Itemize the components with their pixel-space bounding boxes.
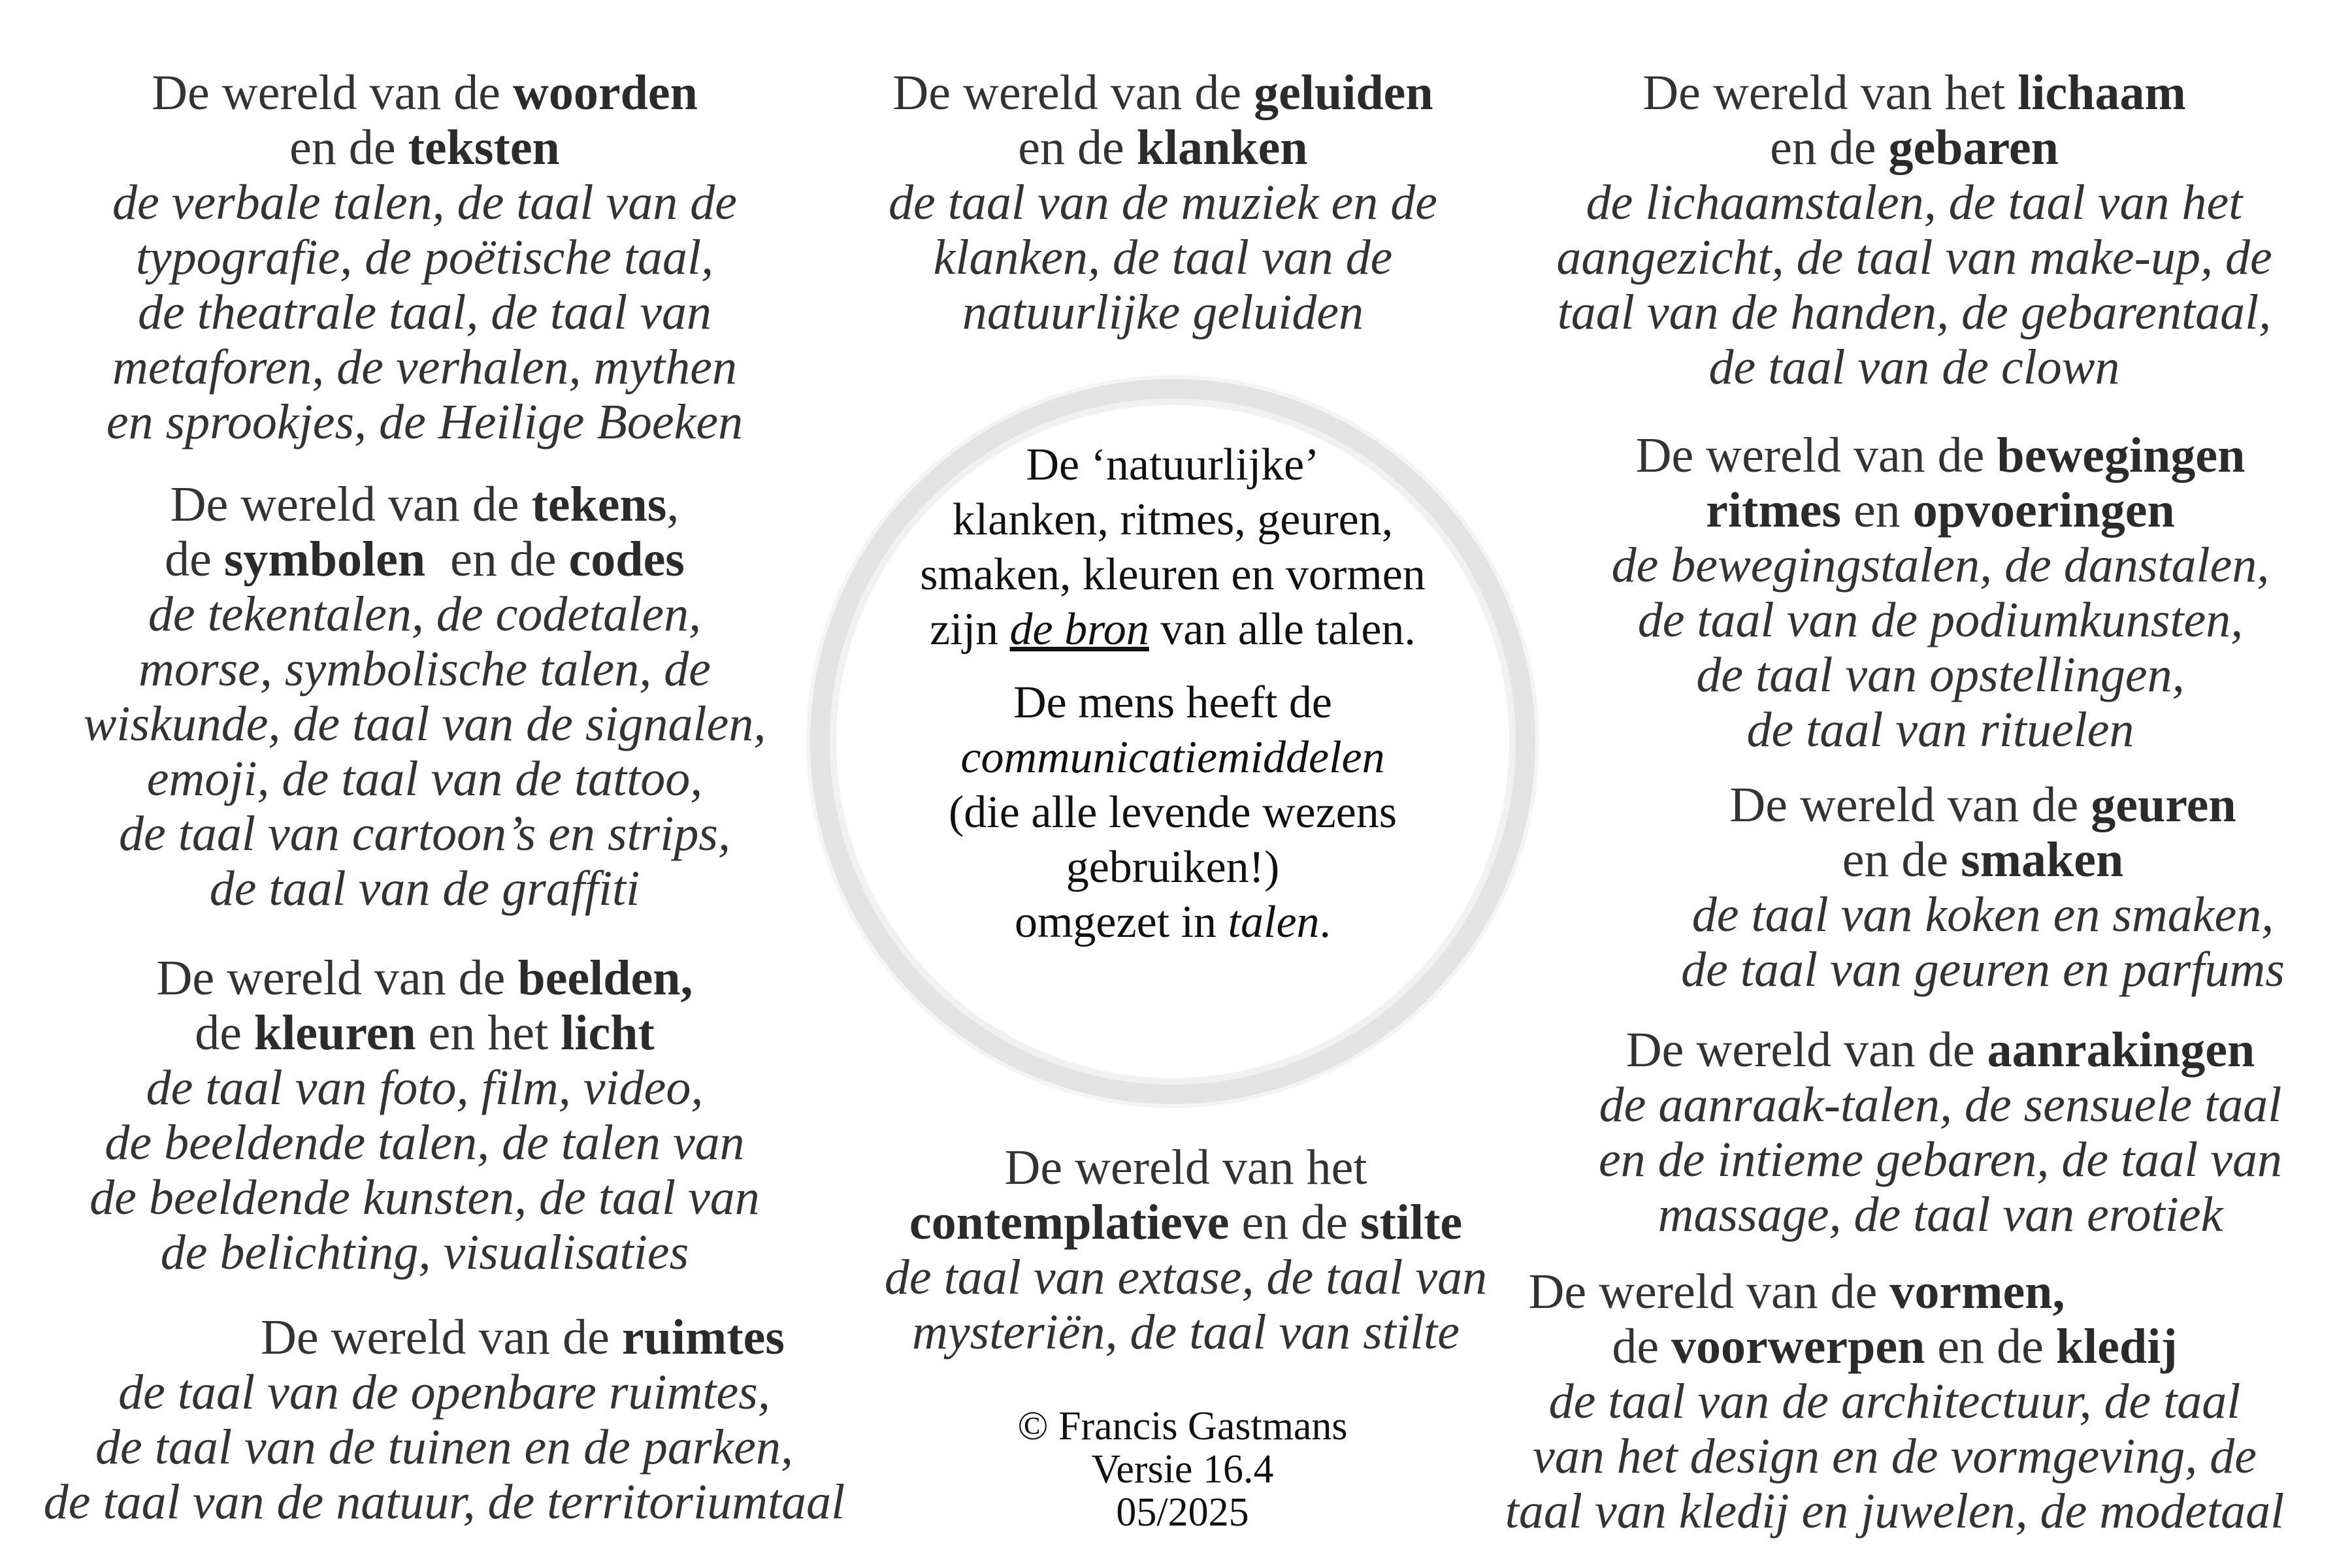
section-vormen — [1457, 1264, 2332, 1539]
section-subheading: de symbolen en de codes — [165, 532, 685, 587]
section-heading: De wereld van het — [1004, 1140, 1367, 1195]
section-line: de taal van de natuur, de territoriumtaal — [43, 1475, 845, 1529]
center-emphasis: de bron — [1009, 604, 1149, 655]
section-line: massage, de taal van erotiek — [1658, 1187, 2223, 1242]
section-line: de lichaamstalen, de taal van het — [1586, 175, 2243, 230]
center-line: smaken, kleuren en vormen — [920, 549, 1426, 600]
section-heading: De wereld van de ruimtes — [261, 1310, 785, 1365]
section-subheading: contemplatieve en de stilte — [909, 1195, 1463, 1250]
section-line: taal van de handen, de gebarentaal, — [1557, 285, 2272, 340]
section-heading: De wereld van de vormen, — [1528, 1264, 2065, 1319]
center-line: De ‘natuurlijke’ — [1026, 440, 1320, 490]
section-subheading: en de teksten — [289, 120, 560, 175]
section-aanrakingen — [1529, 1022, 2352, 1242]
section-line: de taal van de muziek en de — [889, 175, 1437, 230]
section-heading: De wereld van de aanrakingen — [1625, 1022, 2255, 1077]
section-line: wiskunde, de taal van de signalen, — [83, 696, 766, 751]
section-line: de taal van de podiumkunsten, — [1637, 593, 2244, 647]
section-line: metaforen, de verhalen, mythen — [112, 340, 738, 395]
section-heading: De wereld van het lichaam — [1642, 65, 2186, 120]
section-ruimtes — [39, 1310, 849, 1529]
center-line: zijn de bron van alle talen. — [930, 604, 1416, 655]
section-line: en sprookjes, de Heilige Boeken — [106, 395, 743, 449]
section-line: taal van kledij en juwelen, de modetaal — [1505, 1484, 2285, 1539]
center-line: De mens heeft de — [1013, 678, 1332, 728]
section-woorden — [39, 65, 810, 449]
section-line: de taal van de tuinen en de parken, — [95, 1420, 793, 1475]
section-line: de taal van rituelen — [1746, 702, 2134, 757]
section-lichaam — [1496, 65, 2332, 395]
section-line: aangezicht, de taal van make-up, de — [1556, 230, 2272, 285]
center-statement — [836, 438, 1509, 950]
section-line: klanken, de taal van de — [933, 230, 1393, 285]
credits — [902, 1405, 1463, 1534]
section-line: de belichting, visualisaties — [160, 1225, 689, 1280]
section-line: de taal van cartoon’s en strips, — [119, 806, 730, 861]
section-subheading: en de gebaren — [1770, 120, 2059, 175]
section-heading: De wereld van de bewegingen — [1635, 428, 2246, 483]
section-subheading: de voorwerpen en de kledij — [1612, 1319, 2178, 1374]
section-heading: De wereld van de woorden — [152, 65, 698, 120]
section-line: emoji, de taal van de tattoo, — [146, 751, 703, 806]
author-credit: © Francis Gastmans — [1017, 1404, 1348, 1448]
section-geuren — [1614, 777, 2352, 997]
date-label: 05/2025 — [1116, 1490, 1249, 1535]
section-line: de taal van extase, de taal van — [884, 1250, 1488, 1305]
section-line: en de intieme gebaren, de taal van — [1598, 1132, 2283, 1187]
section-subheading: en de klanken — [1018, 120, 1308, 175]
center-line: omgezet in talen. — [1014, 897, 1331, 947]
section-line: de taal van koken en smaken, — [1691, 887, 2274, 942]
section-line: de taal van geuren en parfums — [1681, 942, 2285, 997]
center-line: (die alle levende wezens — [948, 787, 1397, 838]
section-heading: De wereld van de tekens, — [170, 477, 679, 532]
section-line: de taal van de graffiti — [209, 861, 640, 916]
section-heading: De wereld van de geuren — [1729, 777, 2236, 832]
section-line: de theatrale taal, de taal van — [137, 285, 712, 340]
section-line: mysteriën, de taal van stilte — [912, 1305, 1460, 1360]
section-line: de taal van opstellingen, — [1696, 647, 2185, 702]
section-beelden — [39, 951, 810, 1280]
section-line: morse, symbolische talen, de — [139, 642, 711, 696]
section-subheading: en de smaken — [1842, 832, 2124, 887]
section-line: de verbale talen, de taal van de — [112, 175, 737, 230]
section-line: de beeldende kunsten, de taal van — [90, 1170, 760, 1225]
section-geluiden — [823, 65, 1503, 340]
section-line: natuurlijke geluiden — [962, 285, 1364, 340]
section-line: de taal van foto, film, video, — [146, 1060, 704, 1115]
section-line: typografie, de poëtische taal, — [135, 230, 714, 285]
section-line: de aanraak-talen, de sensuele taal — [1599, 1077, 2282, 1132]
center-line: klanken, ritmes, geuren, — [952, 495, 1394, 545]
section-subheading: ritmes en opvoeringen — [1706, 483, 2175, 538]
section-bewegingen — [1529, 428, 2352, 757]
section-line: van het design en de vormgeving, de — [1533, 1429, 2257, 1484]
section-tekens — [39, 477, 810, 916]
section-line: de taal van de clown — [1708, 340, 2120, 395]
section-heading: De wereld van de beelden, — [156, 951, 693, 1005]
section-line: de taal van de openbare ruimtes, — [118, 1365, 770, 1420]
section-subheading: de kleuren en het licht — [195, 1005, 655, 1060]
section-line: de taal van de architectuur, de taal — [1548, 1374, 2241, 1429]
section-heading: De wereld van de geluiden — [892, 65, 1433, 120]
section-line: de tekentalen, de codetalen, — [148, 587, 702, 642]
section-line: de bewegingstalen, de danstalen, — [1611, 538, 2270, 593]
section-line: de beeldende talen, de talen van — [105, 1115, 745, 1170]
center-line: communicatiemiddelen — [960, 732, 1385, 783]
section-contemplatieve — [836, 1140, 1535, 1360]
center-line: gebruiken!) — [1066, 842, 1280, 892]
version-label: Versie 16.4 — [1091, 1447, 1274, 1492]
